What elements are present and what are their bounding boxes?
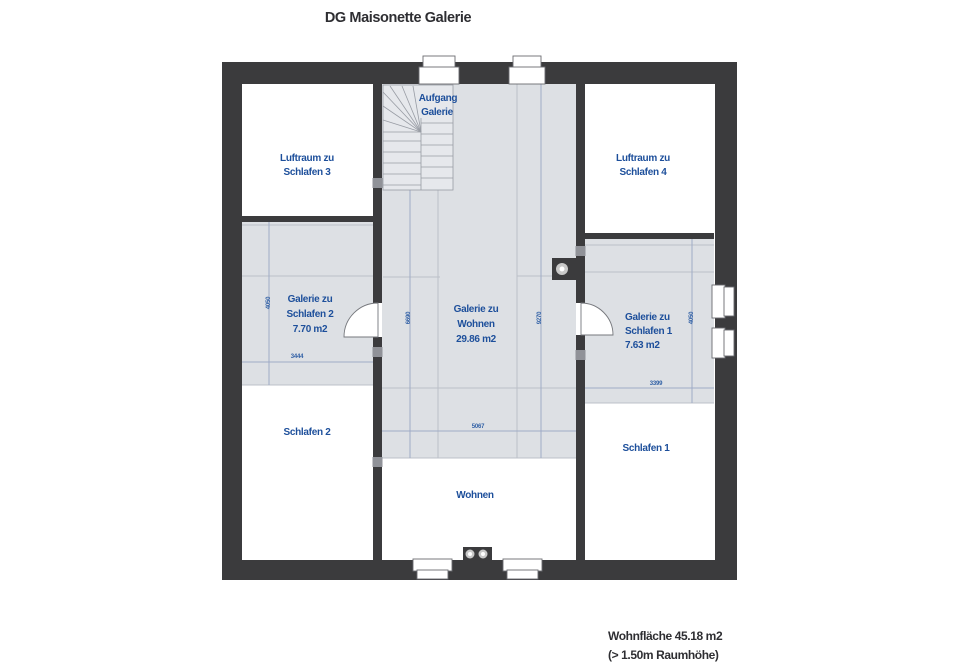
exterior-wall-top — [222, 62, 737, 84]
label-galerie-wohnen: Galerie zu — [453, 304, 499, 315]
knee-wall-schlafen4 — [585, 233, 714, 239]
flue-icon — [560, 267, 565, 272]
window-top-1 — [423, 56, 455, 68]
post-marker — [373, 457, 383, 467]
post-marker — [373, 347, 383, 357]
label-galerie-schlafen-1: Schlafen 1 — [625, 326, 673, 337]
window-right-1 — [712, 285, 725, 318]
exterior-wall-left — [222, 62, 242, 580]
dim-galerie-wohnen-width: 5067 — [471, 424, 485, 430]
exterior-wall-bottom — [222, 560, 737, 580]
flue-icon — [481, 552, 485, 556]
dim-galerie-schlafen-2-height: 4050 — [266, 296, 272, 310]
knee-wall-schlafen3 — [242, 216, 373, 222]
window-top-2 — [509, 67, 545, 84]
window-right-1 — [724, 287, 734, 316]
flue-icon — [468, 552, 472, 556]
area-note-line1: Wohnfläche 45.18 m2 — [608, 629, 723, 643]
dim-galerie-wohnen-height-right: 9270 — [537, 311, 543, 325]
label-luftraum-schlafen-4: Luftraum zu — [616, 153, 670, 164]
window-bottom-1 — [413, 559, 452, 571]
post-marker — [373, 178, 383, 188]
post-marker — [576, 246, 586, 256]
page-title: DG Maisonette Galerie — [324, 10, 472, 26]
label-galerie-schlafen-1: Galerie zu — [625, 312, 670, 323]
label-schlafen-2: Schlafen 2 — [283, 427, 331, 438]
label-luftraum-schlafen-3: Schlafen 3 — [283, 167, 331, 178]
area-note-line2: (> 1.50m Raumhöhe) — [608, 648, 719, 662]
dim-galerie-wohnen-height-left: 6690 — [406, 311, 412, 325]
window-right-2 — [724, 330, 734, 356]
exterior-wall-right — [715, 62, 737, 580]
interior-wall-left-lower — [373, 337, 382, 560]
dim-galerie-schlafen-2-width: 3444 — [290, 354, 304, 360]
label-galerie-schlafen-2: Schlafen 2 — [286, 309, 334, 320]
label-galerie-schlafen-1-area: 7.63 m2 — [625, 340, 660, 351]
label-galerie-schlafen-2: Galerie zu — [287, 294, 333, 305]
label-galerie-schlafen-2-area: 7.70 m2 — [292, 324, 328, 335]
post-marker — [576, 350, 586, 360]
window-bottom-2 — [507, 570, 538, 579]
label-luftraum-schlafen-3: Luftraum zu — [280, 153, 334, 164]
dim-galerie-schlafen-1-height: 4050 — [689, 311, 695, 325]
interior-wall-left-upper — [373, 84, 382, 303]
label-luftraum-schlafen-4: Schlafen 4 — [619, 167, 667, 178]
label-schlafen-1: Schlafen 1 — [622, 443, 670, 454]
window-bottom-2 — [503, 559, 542, 571]
label-aufgang-galerie: Aufgang — [418, 93, 458, 104]
dim-galerie-schlafen-1-width: 3399 — [649, 381, 663, 387]
area-note — [608, 629, 723, 662]
window-right-2 — [712, 328, 725, 358]
window-bottom-1 — [417, 570, 448, 579]
label-wohnen: Wohnen — [456, 490, 494, 501]
label-galerie-wohnen: Wohnen — [457, 319, 495, 330]
window-top-2 — [513, 56, 541, 68]
interior-wall-right-lower — [576, 335, 585, 560]
label-aufgang-galerie: Galerie — [421, 107, 453, 118]
window-top-1 — [419, 67, 459, 84]
label-galerie-wohnen-area: 29.86 m2 — [456, 334, 496, 345]
